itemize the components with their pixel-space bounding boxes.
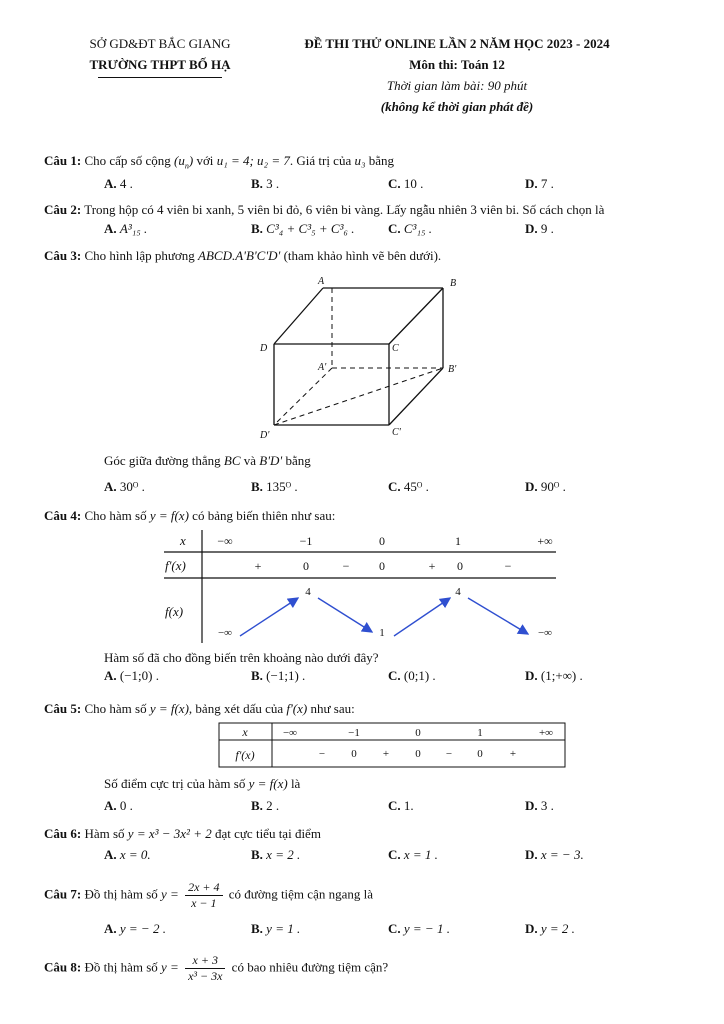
vertex-a1: A' (318, 362, 327, 373)
vertex-b1: B' (448, 364, 457, 375)
q2-option-c[interactable]: C. C³₁₅ . (388, 221, 432, 236)
st-fp-label: f'(x) (235, 748, 255, 762)
q3-option-b[interactable]: B. 135ᴼ . (251, 479, 298, 494)
st-x-1: −1 (348, 727, 360, 739)
vt-f-label: f(x) (165, 604, 184, 619)
vertex-c: C (392, 343, 399, 354)
question-2: Câu 2: Trong hộp có 4 viên bi xanh, 5 viên bi đỏ, 6 viên bi vàng. Lấy ngẫu nhiên 3 viên bi. Số cách chọn là (44, 202, 605, 217)
vt-sign-4: + (428, 559, 436, 573)
q7-option-b[interactable]: B. y = 1 . (251, 921, 301, 936)
st-sign-0: − (318, 748, 326, 760)
q3-option-d[interactable]: D. 90ᴼ . (525, 479, 566, 494)
vertex-a: A (318, 276, 325, 287)
q6-option-c[interactable]: C. x = 1 . (388, 847, 438, 862)
vt-sign-2: − (342, 559, 350, 573)
time-note: (không kể thời gian phát đề) (380, 99, 534, 114)
q7-option-d[interactable]: D. y = 2 . (525, 921, 575, 936)
q5-option-b[interactable]: B. 2 . (251, 798, 280, 813)
q1-option-b[interactable]: B. 3 . (251, 176, 280, 191)
vt-fp-label: f'(x) (165, 558, 186, 573)
st-x-3: 1 (477, 727, 483, 739)
vertex-c1: C' (392, 427, 401, 438)
st-x-0: −∞ (282, 727, 298, 739)
question-7: Câu 7: Đồ thị hàm số y = $\frac{2x + 4}{x - 1}$ có đường tiệm cận ngang là (44, 880, 373, 910)
q3-option-c[interactable]: C. 45ᴼ . (388, 479, 429, 494)
vertex-b: B (450, 278, 457, 289)
st-sign-6: + (509, 748, 517, 760)
st-sign-3: 0 (415, 748, 421, 760)
q5-ask: Số điểm cực trị của hàm số y = f(x) là (104, 776, 301, 791)
q2-option-d[interactable]: D. 9 . (525, 221, 554, 236)
q5-option-a[interactable]: A. 0 . (104, 798, 133, 813)
st-sign-2: + (382, 748, 390, 760)
vt-sign-3: 0 (379, 559, 385, 573)
vt-x-0: −∞ (217, 534, 233, 548)
vt-sign-1: 0 (303, 559, 309, 573)
subject-line: Môn thi: Toán 12 (409, 57, 505, 72)
st-x-2: 0 (415, 727, 421, 739)
q1-option-c[interactable]: C. 10 . (388, 176, 424, 191)
vt-f-2: 1 (379, 627, 385, 639)
st-sign-5: 0 (477, 748, 483, 760)
vt-f-4: −∞ (537, 627, 553, 639)
st-x-label: x (242, 725, 248, 739)
question-5: Câu 5: Cho hàm số y = f(x), bảng xét dấu của f'(x) như sau: (44, 701, 355, 716)
question-4: Câu 4: Cho hàm số y = f(x) có bảng biến thiên như sau: (44, 508, 336, 523)
department-name: SỞ GD&ĐT BẮC GIANG (89, 36, 231, 51)
vt-f-0: −∞ (217, 627, 233, 639)
sequence: $(u_n)$ (174, 153, 194, 171)
vt-sign-0: + (254, 559, 262, 573)
vt-arrow-up-1 (240, 598, 298, 636)
st-x-4: +∞ (538, 727, 554, 739)
q3-ask: Góc giữa đường thẳng BC và B'D' bằng (104, 453, 311, 468)
exam-title: ĐỀ THI THỬ ONLINE LẦN 2 NĂM HỌC 2023 - 2024 (304, 36, 610, 51)
q6-option-b[interactable]: B. x = 2 . (251, 847, 301, 862)
q2-option-b[interactable]: B. C³₄ + C³₅ + C³₆ . (251, 221, 355, 236)
q6-option-d[interactable]: D. x = − 3. (525, 847, 584, 862)
q8-fraction: $\frac{x + 3}{\text{x³ − 3x}}$ (185, 953, 225, 984)
q5-option-d[interactable]: D. 3 . (525, 798, 554, 813)
sign-table (218, 722, 568, 770)
vertex-d: D (260, 343, 268, 354)
question-6: Câu 6: Hàm số y = x³ − 3x² + 2 đạt cực tiểu tại điểm (44, 826, 321, 841)
q1-option-a[interactable]: A. 4 . (104, 176, 133, 191)
time-line: Thời gian làm bài: 90 phút (386, 78, 528, 93)
variation-table (160, 528, 560, 648)
vt-arrow-up-2 (394, 598, 450, 636)
q4-option-c[interactable]: C. (0;1) . (388, 668, 436, 683)
q4-ask: Hàm số đã cho đồng biến trên khoảng nào dưới đây? (104, 650, 379, 665)
st-sign-1: 0 (351, 748, 357, 760)
vt-x-1: −1 (299, 534, 313, 548)
vt-x-2: 0 (379, 534, 385, 548)
q7-option-a[interactable]: A. y = − 2 . (104, 921, 166, 936)
q7-fraction: $\frac{2x + 4}{x - 1}$ (185, 880, 222, 911)
vt-f-1: 4 (305, 586, 311, 598)
q5-option-c[interactable]: C. 1. (388, 798, 414, 813)
q4-option-d[interactable]: D. (1;+∞) . (525, 668, 583, 683)
vt-arrow-down-1 (318, 598, 372, 632)
question-1: Câu 1: Cho cấp số cộng $(u_n)$ với u₁ = 4; u₂ = 7. Giá trị của u₃ bằng (44, 153, 395, 171)
vt-sign-5: 0 (457, 559, 463, 573)
q7-option-c[interactable]: C. y = − 1 . (388, 921, 450, 936)
vt-x-4: +∞ (537, 534, 553, 548)
vt-arrow-down-2 (468, 598, 528, 634)
q2-option-a[interactable]: A. A³₁₅ . (104, 221, 148, 236)
q3-option-a[interactable]: A. 30ᴼ . (104, 479, 145, 494)
st-sign-4: − (445, 748, 453, 760)
vt-f-3: 4 (455, 586, 461, 598)
question-3: Câu 3: Cho hình lập phương ABCD.A'B'C'D' (tham khảo hình vẽ bên dưới). (44, 248, 442, 263)
school-name: TRƯỜNG THPT BỐ HẠ (89, 57, 231, 72)
vertex-d1: D' (260, 430, 270, 441)
cube-figure (250, 270, 480, 445)
vt-x-3: 1 (455, 534, 461, 548)
q4-option-b[interactable]: B. (−1;1) . (251, 668, 306, 683)
vt-sign-6: − (504, 559, 512, 573)
q1-option-d[interactable]: D. 7 . (525, 176, 554, 191)
header-divider (98, 77, 222, 78)
question-8: Câu 8: Đồ thị hàm số y = $\frac{x + 3}{\text{x³ − 3x}}$ có bao nhiêu đường tiệm cận? (44, 953, 389, 983)
q6-option-a[interactable]: A. x = 0. (104, 847, 151, 862)
q4-option-a[interactable]: A. (−1;0) . (104, 668, 159, 683)
vt-x-label: x (180, 533, 186, 548)
